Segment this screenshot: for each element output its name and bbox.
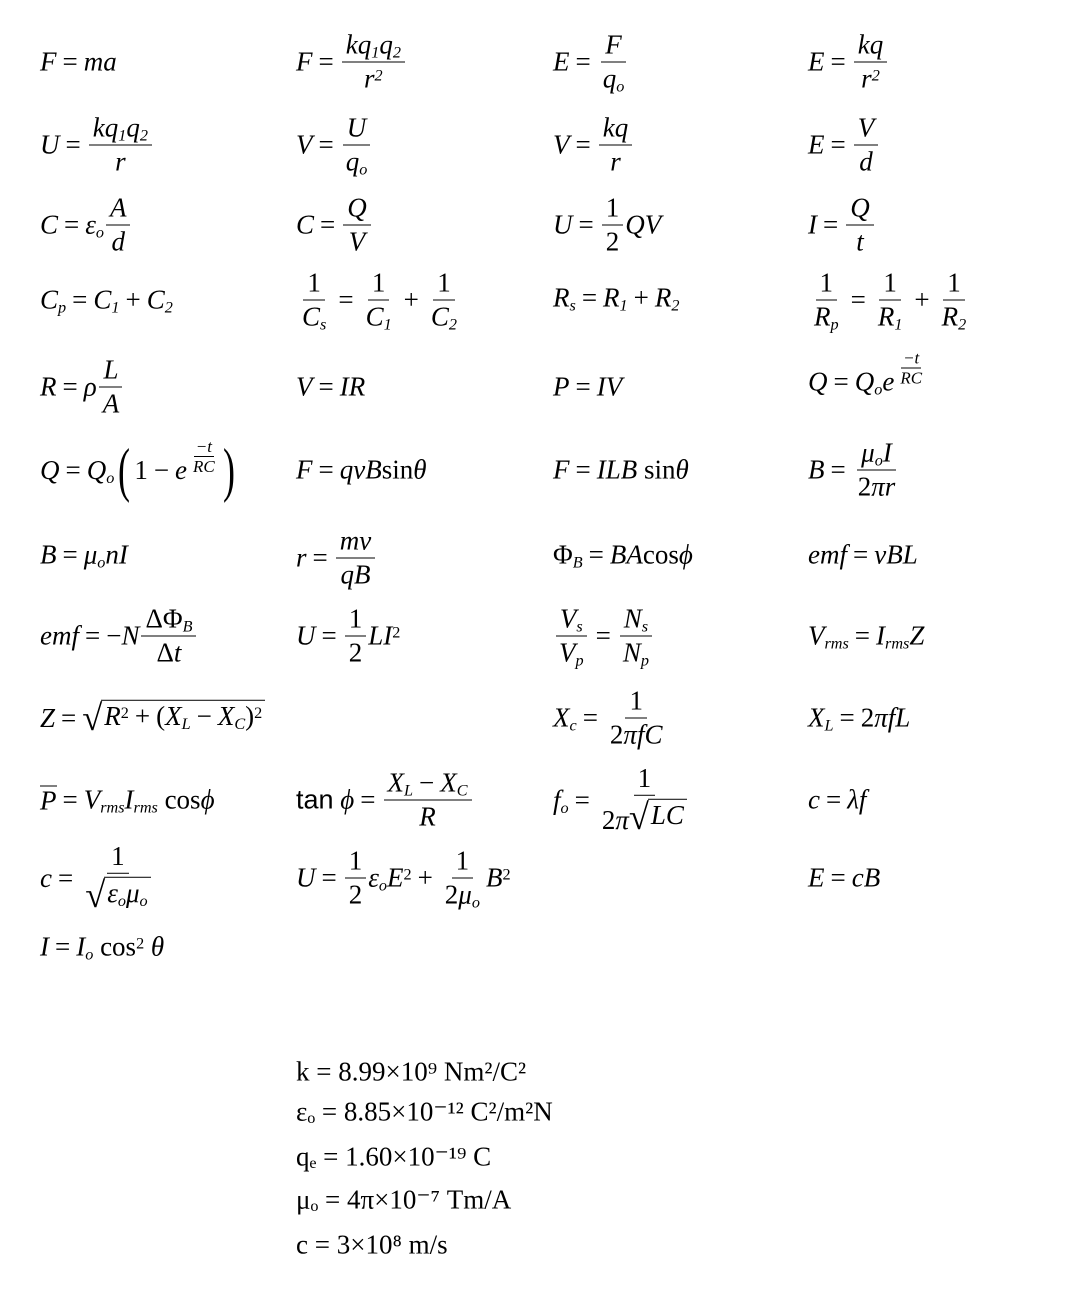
formula-series-resistance: $R_s$ = $R_1$ + $R_2$: [553, 282, 680, 315]
formula-rc-charge: Q = $Q_o$ ( 1 − e $\frac{-t}{RC}$ ): [40, 436, 235, 503]
formula-electric-field-point-charge: E = $\frac{kq}{r^2}$: [808, 32, 889, 93]
constant-coulomb: k = 8.99×10⁹ Nm²/C²: [296, 1056, 527, 1087]
formula-parallel-capacitance: $C_p$ = $C_1$ + $C_2$: [40, 284, 173, 317]
formula-magnetic-force-charge: F = qvB sin θ: [296, 454, 427, 485]
formula-speed-of-light: c = 1 √ $\varepsilon_o\mu_o$: [40, 843, 157, 913]
formula-rc-discharge: Q = $Q_oe$ $\frac{-t}{RC}$: [808, 348, 923, 399]
formula-resonant-frequency: $f_o$ = 1 2π √ LC: [553, 765, 693, 835]
formula-em-energy-density: U = $\frac{1}{2}$ $\varepsilon_oE^2$ + $\frac{1}{2\mu_o}$ $B^2$: [296, 845, 511, 912]
formula-malus-law: I = $I_o$ $\cos^2$ θ: [40, 931, 165, 964]
formula-impedance: Z = √ $R^2 + (X_L - X_C)^2$: [40, 700, 265, 736]
formula-motional-emf: emf = vBL: [808, 539, 918, 570]
formula-inductive-reactance: $X_L$ = 2 πfL: [808, 702, 911, 735]
formula-magnetic-flux: $\Phi_B$ = BA cos ϕ: [553, 539, 693, 572]
formula-transformer: $\frac{V_s}{V_p}$ = $\frac{N_s}{N_p}$: [553, 606, 655, 667]
formula-newton-second-law: F = ma: [40, 46, 117, 77]
formula-average-power: P = $V_{rms}I_{rms}$ cos ϕ: [40, 784, 215, 817]
formula-coulomb-force: F = $\frac{kq_1q_2}{r^2}$: [296, 32, 407, 93]
formula-faraday-law: emf = − N $\frac{\Delta\Phi_B}{\Delta t}$: [40, 606, 198, 667]
formula-potential-point-charge: V = $\frac{kq}{r}$: [553, 115, 634, 176]
formula-capacitance: C = $\frac{Q}{V}$: [296, 195, 373, 256]
formula-series-capacitance: $\frac{1}{C_s}$ = $\frac{1}{C_1}$ + $\frac{1}{C_2}$: [302, 267, 458, 334]
constant-elementary-charge: qₑ = 1.60×10⁻¹⁹ C: [296, 1141, 492, 1172]
formula-capacitance-plates: C = $\varepsilon_o$ $\frac{A}{d}$: [40, 195, 132, 256]
formula-field-relation: E = cB: [808, 862, 881, 893]
formula-capacitive-reactance: $X_c$ = $\frac{1}{\text{2πfC}}$: [553, 685, 663, 750]
formula-phase-angle: tan ϕ = $\frac{X_L - X_C}{R}$: [296, 770, 474, 831]
formula-resistivity: R = ρ $\frac{L}{A}$: [40, 357, 125, 418]
formula-inductor-energy: U = $\frac{1}{2}$ $LI^2$: [296, 603, 401, 668]
formula-potential: V = $\frac{U}{q_o}$: [296, 115, 373, 176]
formula-parallel-resistance: $\frac{1}{R_p}$ = $\frac{1}{R_1}$ + $\frac{1}{R_2}$: [814, 267, 967, 334]
formula-field-long-wire: B = $\frac{\mu_oI}{2\pi r}$: [808, 437, 896, 502]
formula-electric-field-force: E = $\frac{F}{q_o}$: [553, 29, 625, 96]
formula-current: I = $\frac{Q}{t}$: [808, 195, 876, 256]
constant-light-speed: c = 3×10⁸ m/s: [296, 1229, 448, 1260]
formula-wave-speed: c = λf: [808, 784, 867, 815]
formula-magnetic-force-wire: F = ILB sin θ: [553, 454, 689, 485]
constant-permittivity: εₒ = 8.85×10⁻¹² C²/m²N: [296, 1096, 553, 1127]
formula-capacitor-energy: U = $\frac{1}{2}$ QV: [553, 192, 662, 257]
formula-potential-energy: U = $\frac{kq_1q_2}{r}$: [40, 115, 154, 176]
formula-solenoid-field: B = $\mu_onI$: [40, 539, 128, 572]
constant-permeability: μₒ = 4π×10⁻⁷ Tm/A: [296, 1184, 512, 1215]
formula-rms-voltage: $V_{rms}$ = $I_{rms}Z$: [808, 620, 925, 653]
formula-field-from-potential: E = $\frac{V}{d}$: [808, 115, 880, 176]
formula-cyclotron-radius: r = $\frac{mv}{qB}$: [296, 528, 377, 589]
formula-power: P = IV: [553, 371, 623, 402]
formula-ohms-law: V = IR: [296, 371, 366, 402]
